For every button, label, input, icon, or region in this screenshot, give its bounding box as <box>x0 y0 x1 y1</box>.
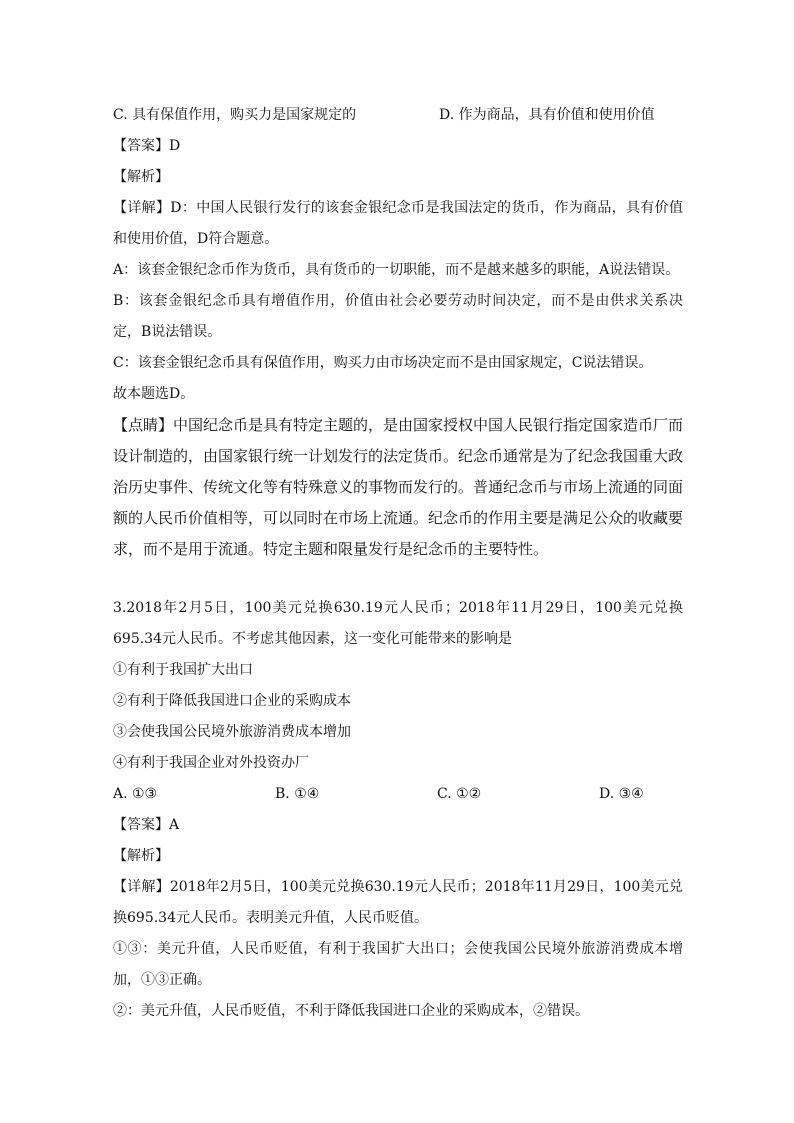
q2-analysis-label: 【解析】 <box>113 169 169 185</box>
q3-option-c: C. ①② <box>437 786 482 802</box>
q2-point-b: B：该套金银纪念币具有增值作用，价值由社会必要劳动时间决定，而不是由供求关系决定，B说法错误。 <box>113 293 683 340</box>
q3-option-b: B. ①④ <box>275 786 320 802</box>
q2-option-d: D. 作为商品，具有价值和使用价值 <box>439 107 655 123</box>
q2-answer: 【答案】D <box>113 138 181 154</box>
q3-stem: 3.2018年2月5日，100美元兑换630.19元人民币；2018年11月29日，100美元兑换695.34元人民币。不考虑其他因素，这一变化可能带来的影响是 <box>113 600 683 647</box>
q3-options-row <box>113 779 683 810</box>
q3-answer: 【答案】A <box>113 817 180 833</box>
document-content <box>113 100 683 1027</box>
q3-item-3: ③会使我国公民境外旅游消费成本增加 <box>113 724 351 740</box>
q2-option-c: C. 具有保值作用，购买力是国家规定的 <box>113 107 357 123</box>
q3-item-2: ②有利于降低我国进口企业的采购成本 <box>113 693 351 709</box>
q2-point-c: C：该套金银纪念币具有保值作用，购买力由市场决定而不是由国家规定，C说法错误。 <box>113 355 653 371</box>
q2-tip: 【点睛】中国纪念币是具有特定主题的，是由国家授权中国人民银行指定国家造币厂而设计制造的，由国家银行统一计划发行的法定货币。纪念币通常是为了纪念我国重大政治历史事件、传统文化等有特殊意义的事物而发行的。普通纪念币与市场上流通的同面额的人民币价值相等，可以同时在市场上流通。纪念币的作用主要是满足公众的收藏要求，而不是用于流通。特定主题和限量发行是纪念币的主要特性。 <box>113 416 684 558</box>
q2-options-row <box>113 100 683 131</box>
question-gap <box>113 565 683 593</box>
q2-point-a: A：该套金银纪念币作为货币，具有货币的一切职能，而不是越来越多的职能，A说法错误。 <box>113 262 680 278</box>
q3-detail: 【详解】2018年2月5日，100美元兑换630.19元人民币；2018年11月29日，100美元兑换695.34元人民币。表明美元升值，人民币贬值。 <box>113 879 683 926</box>
q3-item-1: ①有利于我国扩大出口 <box>113 662 253 678</box>
q3-item-4: ④有利于我国企业对外投资办厂 <box>113 755 309 771</box>
q3-option-d: D. ③④ <box>599 786 644 802</box>
q3-option-a: A. ①③ <box>113 786 158 802</box>
q2-conclusion: 故本题选D。 <box>113 386 195 402</box>
q3-analysis-label: 【解析】 <box>113 848 169 864</box>
q3-point-2: ②：美元升值，人民币贬值，不利于降低我国进口企业的采购成本，②错误。 <box>113 1003 589 1019</box>
q2-detail: 【详解】D：中国人民银行发行的该套金银纪念币是我国法定的货币，作为商品，具有价值和使用价值，D符合题意。 <box>113 200 683 247</box>
q3-point-13: ①③：美元升值，人民币贬值，有利于我国扩大出口；会使我国公民境外旅游消费成本增加，①③正确。 <box>113 941 683 988</box>
